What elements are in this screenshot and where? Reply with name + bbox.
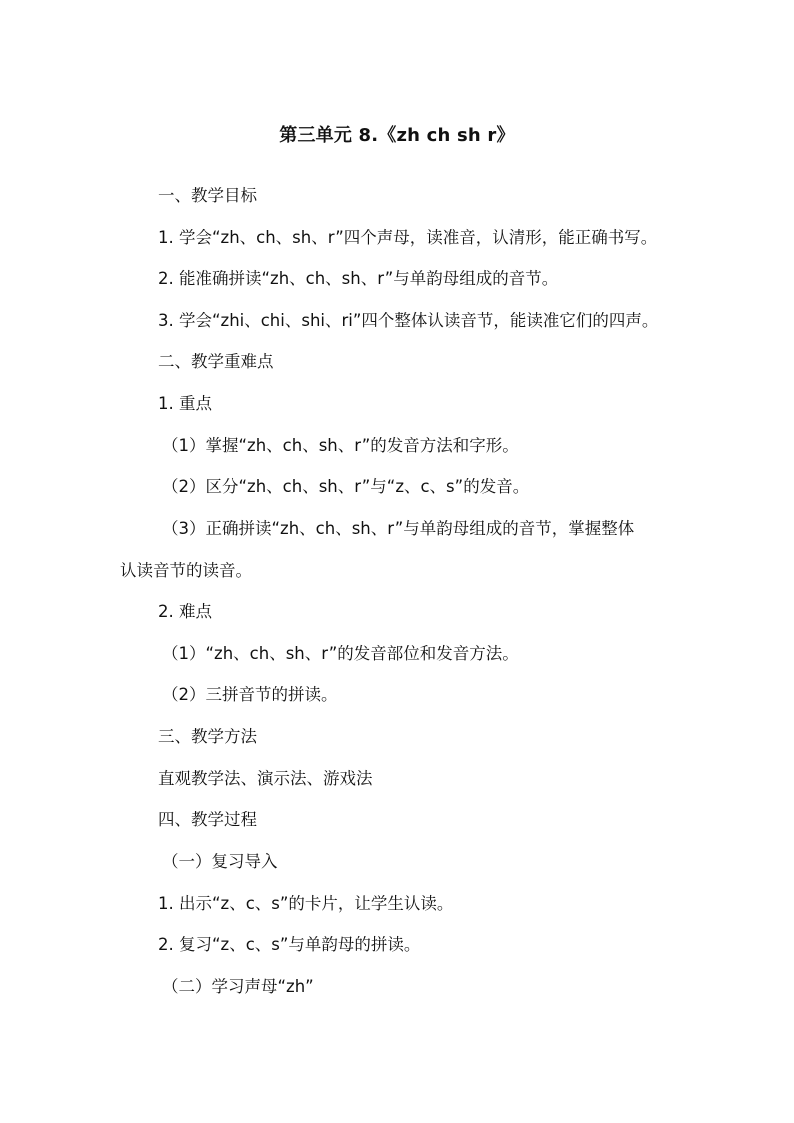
- subheading-difficulty: 2. 难点: [158, 602, 212, 621]
- section-heading-key-points: 二、教学重难点: [158, 352, 274, 371]
- objective-item-3: 3. 学会“zhi、chi、shi、ri”四个整体认读音节，能读准它们的四声。: [158, 311, 659, 330]
- section-heading-process: 四、教学过程: [158, 810, 257, 829]
- objective-item-1: 1. 学会“zh、ch、sh、r”四个声母，读准音，认清形，能正确书写。: [158, 228, 658, 247]
- key-point-item-1: （1）掌握“zh、ch、sh、r”的发音方法和字形。: [162, 436, 519, 455]
- subheading-key-point: 1. 重点: [158, 394, 212, 413]
- process-subheading-review: （一）复习导入: [162, 852, 278, 871]
- key-point-item-3: （3）正确拼读“zh、ch、sh、r”与单韵母组成的音节，掌握整体: [162, 519, 635, 538]
- process-item-2: 2. 复习“z、c、s”与单韵母的拼读。: [158, 935, 421, 954]
- key-point-item-3-continuation: 认读音节的读音。: [120, 561, 252, 580]
- process-item-1: 1. 出示“z、c、s”的卡片，让学生认读。: [158, 894, 454, 913]
- section-heading-methods: 三、教学方法: [158, 727, 257, 746]
- section-heading-objectives: 一、教学目标: [158, 186, 257, 205]
- document-title: 第三单元 8.《zh ch sh r》: [279, 125, 515, 146]
- process-subheading-zh: （二）学习声母“zh”: [162, 977, 314, 996]
- objective-item-2: 2. 能准确拼读“zh、ch、sh、r”与单韵母组成的音节。: [158, 269, 559, 288]
- key-point-item-2: （2）区分“zh、ch、sh、r”与“z、c、s”的发音。: [162, 477, 530, 496]
- difficulty-item-1: （1）“zh、ch、sh、r”的发音部位和发音方法。: [162, 644, 519, 663]
- methods-text: 直观教学法、演示法、游戏法: [158, 769, 373, 788]
- difficulty-item-2: （2）三拼音节的拼读。: [162, 685, 338, 704]
